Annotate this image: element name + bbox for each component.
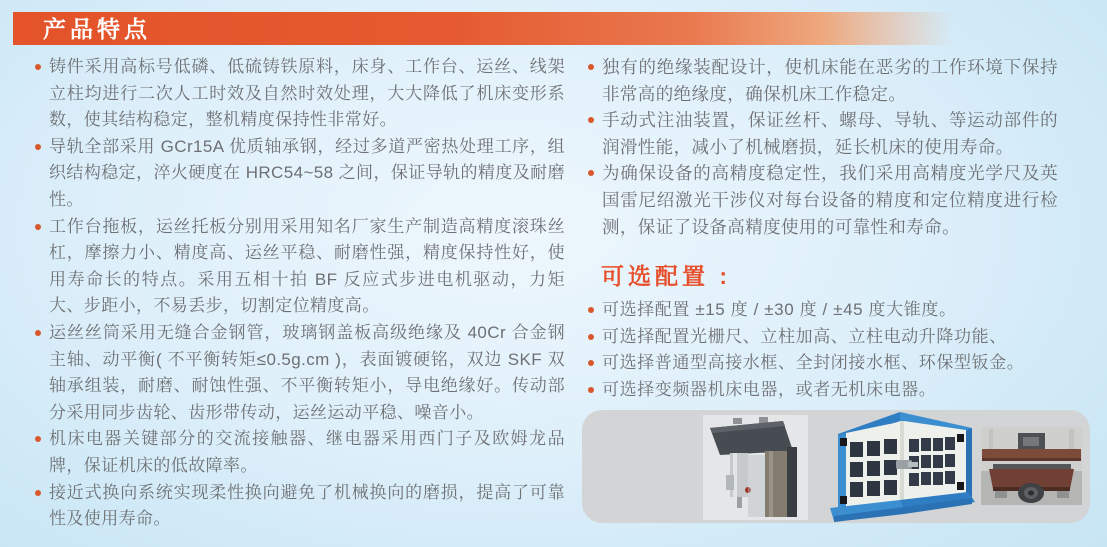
option-text: 可选择变频器机床电器，或者无机床电器。: [602, 379, 937, 399]
feature-item: [588, 107, 1058, 160]
water-frame-illustration: [808, 408, 978, 524]
bullet-icon: [588, 64, 594, 70]
feature-item: [35, 214, 565, 320]
feature-item: [588, 54, 1058, 107]
bullet-icon: [588, 307, 594, 313]
optional-config-list: [588, 297, 1088, 403]
bullet-icon: [588, 117, 594, 123]
option-text: 可选择普通型高接水框、全封闭接水框、环保型钣金。: [602, 353, 1025, 372]
feature-text: 独有的绝缘装配设计，使机床能在恶劣的工作环境下保持非常高的绝缘度，确保机床工作稳定。: [602, 57, 1058, 104]
option-item: [588, 297, 1088, 324]
feature-text: 运丝丝筒采用无缝合金钢管，玻璃钢盖板高级绝缘及 40Cr 合金钢主轴、动平衡( 不平衡转矩≤0.5g.cm )，表面镀硬铭，双边 SKF 双轴承组装，耐磨、耐蚀性强、不平衡转矩小，导电绝缘好。传动部分采用同步齿轮、齿形带传动，运丝运动平稳、噪音小。: [49, 322, 565, 422]
bullet-icon: [588, 360, 594, 366]
feature-item: [35, 54, 565, 134]
feature-text: 机床电器关键部分的交流接触器、继电器采用西门子及欧姆龙品牌，保证机床的低故障率。: [49, 429, 565, 475]
machine-bed-illustration: [981, 427, 1082, 505]
feature-item: [588, 160, 1058, 240]
feature-text: 铸件采用高标号低磷、低硫铸铁原料，床身、工作台、运丝、线架立柱均进行二次人工时效及自然时效处理，大大降低了机床变形系数，使其结构稳定，整机精度保持性非常好。: [49, 57, 565, 130]
option-item: [588, 324, 1088, 351]
feature-item: [35, 320, 565, 426]
feature-item: [35, 134, 565, 214]
bullet-icon: [35, 64, 41, 70]
bullet-icon: [35, 436, 41, 442]
bullet-icon: [35, 330, 41, 336]
product-photos-panel: [582, 410, 1090, 523]
feature-list-left: [35, 54, 565, 533]
option-item: [588, 350, 1088, 377]
bullet-icon: [35, 490, 41, 496]
bullet-icon: [35, 224, 41, 230]
lifting-column-photo: [703, 415, 808, 520]
water-frame-enclosure-photo: [808, 408, 978, 524]
option-text: 可选择配置 ±15 度 / ±30 度 / ±45 度大锥度。: [602, 300, 957, 319]
feature-item: [35, 480, 565, 533]
bullet-icon: [35, 144, 41, 150]
lifting-column-illustration: [703, 415, 808, 520]
optional-config-heading: 可选配置 :: [601, 263, 732, 289]
bullet-icon: [588, 387, 594, 393]
bullet-icon: [588, 334, 594, 340]
feature-text: 手动式注油装置，保证丝杆、螺母、导轨、等运动部件的润滑性能，减小了机械磨损，延长机床的使用寿命。: [602, 110, 1058, 157]
feature-text: 工作台拖板，运丝托板分别用采用知名厂家生产制造高精度滚珠丝杠，摩擦力小、精度高、运丝平稳、耐磨性强，精度保持性好，使用寿命长的特点。采用五相十拍 BF 反应式步进电机驱动，力矩大、步距小，不易丢步，切割定位精度高。: [49, 216, 565, 316]
bullet-icon: [588, 170, 594, 176]
feature-text: 接近式换向系统实现柔性换向避免了机械换向的磨损，提高了可靠性及使用寿命。: [49, 482, 565, 529]
option-text: 可选择配置光栅尺、立柱加高、立柱电动升降功能、: [602, 326, 1007, 346]
section-header-bar: [13, 12, 1107, 45]
feature-text: 导轨全部采用 GCr15A 优质轴承钢，经过多道严密热处理工序，组织结构稳定，淬火硬度在 HRC54~58 之间，保证导轨的精度及耐磨性。: [49, 136, 565, 209]
feature-item: [35, 426, 565, 479]
page-title: 产品特点: [43, 16, 151, 42]
feature-list-right: [588, 54, 1058, 240]
feature-text: 为确保设备的高精度稳定性，我们采用高精度光学尺及英国雷尼绍激光干涉仪对每台设备的精度和定位精度进行检测，保证了设备高精度使用的可靠性和寿命。: [602, 163, 1058, 237]
option-item: [588, 377, 1088, 404]
machine-bed-photo: [981, 427, 1082, 505]
